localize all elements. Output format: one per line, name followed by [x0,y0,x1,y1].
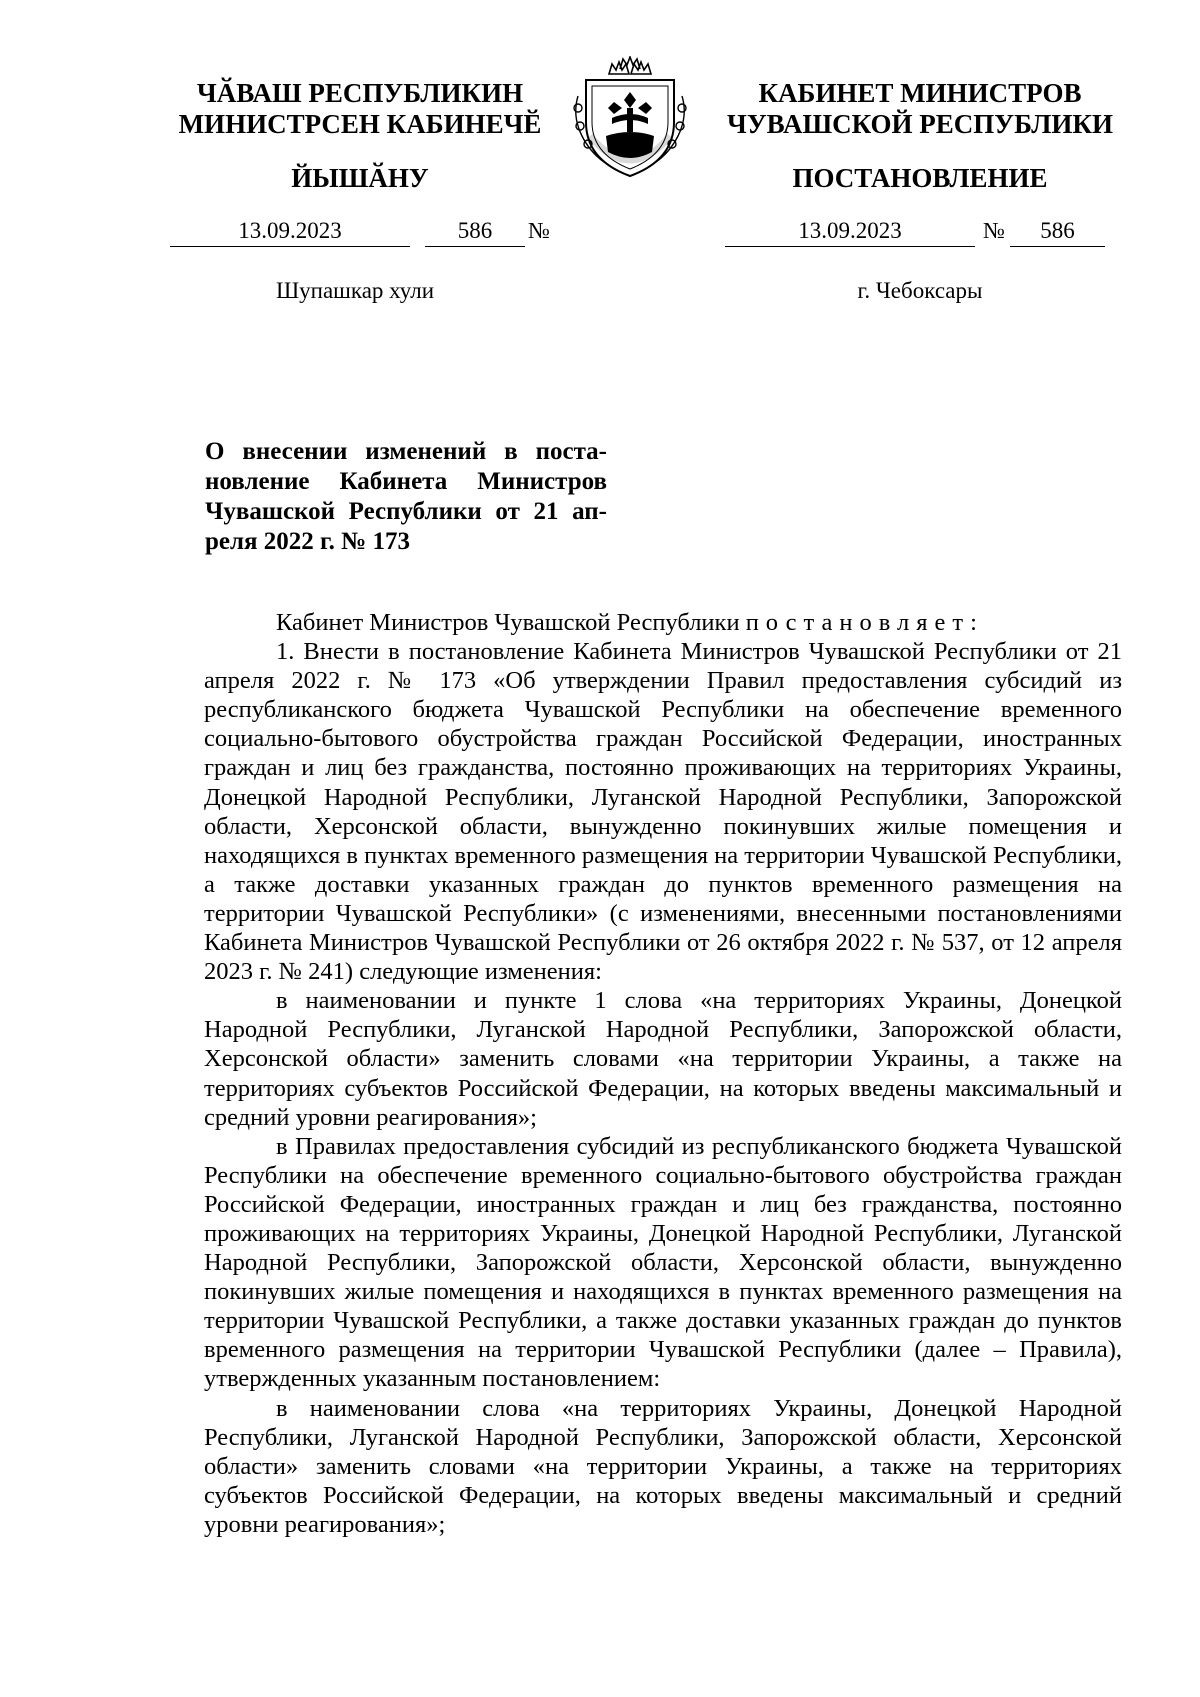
place-left: Шупашкар хули [275,278,435,303]
right-number: 586 [1010,218,1105,247]
right-title-line1: КАБИНЕТ МИНИСТРОВ [758,78,1082,108]
paragraph-1: 1. Внести в постановление Кабинета Министров Чувашской Республики от 21 апреля 2022 г. № 173 «Об утверждении Правил предоставления субсидий из республиканского бюджета Чувашской Республики на обеспечение временного социально-бытового обустройства граждан Российской Федерации, иностранных граждан и лиц без гражданства, постоянно проживающих на территориях Украины, Донецкой Народной Республики, Луганской Народной Республики, Запорожской области, Херсонской области, вынужденно покинувших жилые помещения и находящихся в пунктах временного размещения на территории Чувашской Республики, а также доставки указанных граждан до пунктов временного размещения на территории Чувашской Республики» (с изменениями, внесенными постановлениями Кабинета Министров Чувашской Республики от 26 октября 2022 г. № 537, от 12 апреля 2023 г. № 241) следующие изменения: [204,638,1122,986]
coat-of-arms-emblem [568,56,692,180]
left-title-line1: ЧӐВАШ РЕСПУБЛИКИН [196,78,524,108]
right-title-line2: ЧУВАШСКОЙ РЕСПУБЛИКИ [727,109,1113,139]
right-authority-title [720,78,1120,140]
paragraph-3: в Правилах предоставления субсидий из республиканского бюджета Чувашской Республики на обеспечение временного социально-бытового обустройства граждан Российской Федерации, иностранных граждан и лиц без гражданства, постоянно проживающих на территориях Украины, Донецкой Народной Республики, Луганской Народной Республики, Запорожской области, Херсонской области, вынужденно покинувших жилые помещения и находящихся в пунктах временного размещения на территории Чувашской Республики, а также доставки указанных граждан до пунктов временного размещения на территории Чувашской Республики (далее – Правила), утвержденных указанным постановлением: [204,1132,1122,1393]
paragraph-2: в наименовании и пункте 1 слова «на территориях Украины, Донецкой Народной Республики, Луганской Народной Республики, Запорожской области, Херсонской области» заменить словами «на территории Украины, а также на территориях субъектов Российской Федерации, на которых введены максимальный и средний уровни реагирования»; [204,987,1122,1131]
right-number-sign: № [983,218,1005,243]
subject-line1: О внесении изменений в поста- [205,438,607,465]
intro-suffix: : [970,609,977,636]
intro-prefix: Кабинет Министров Чувашской Республики [276,609,740,636]
left-date: 13.09.2023 [170,218,410,247]
left-registration-line [170,218,550,248]
paragraph-4: в наименовании слова «на территориях Украины, Донецкой Народной Республики, Луганской Народной Республики, Запорожской области, Херсонской области» заменить словами «на территории Украины, а также на территориях субъектов Российской Федерации, на которых введены максимальный и средний уровни реагирования»; [204,1394,1122,1538]
subject-line2: новление Кабинета Министров [205,468,607,495]
subject-line4: реля 2022 г. № 173 [205,528,410,555]
left-number-sign: № [528,218,550,243]
left-title-line2: МИНИСТРСЕН КАБИНЕЧӖ [178,109,542,139]
document-body [204,608,1122,1539]
right-doc-type: ПОСТАНОВЛЕНИЕ [792,163,1048,193]
left-authority-title [150,78,570,140]
left-number: 586 [425,218,525,247]
right-date: 13.09.2023 [725,218,975,247]
intro-paragraph [204,608,1122,637]
subject-line3: Чувашской Республики от 21 ап- [205,498,607,525]
place-right: г. Чебоксары [857,278,983,303]
document-subject [205,437,607,557]
intro-verb: постановляет [745,609,971,636]
left-doc-type: ЙЫШӐНУ [291,163,429,193]
right-registration-line [725,218,1105,248]
